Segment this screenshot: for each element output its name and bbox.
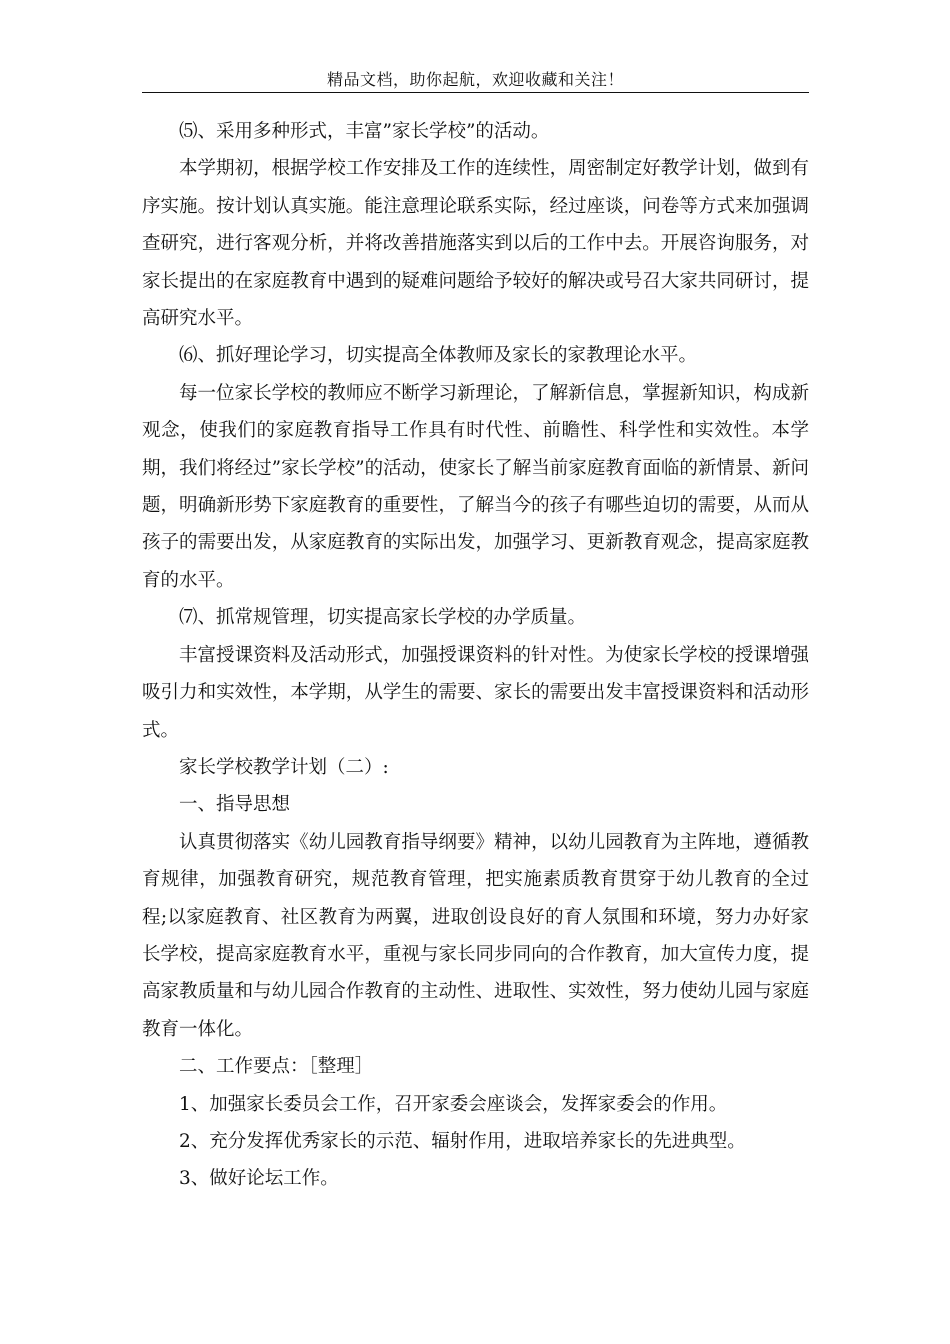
list-item: 1、加强家长委员会工作，召开家委会座谈会，发挥家委会的作用。	[179, 1093, 728, 1115]
paragraph: 丰富授课资料及活动形式，加强授课资料的针对性。为使家长学校的授课增强吸引力和实效性，本学期，从学生的需要、家长的需要出发丰富授课资料和活动形式。	[142, 644, 809, 741]
paragraph: 每一位家长学校的教师应不断学习新理论，了解新信息，掌握新知识，构成新观念，使我们的家庭教育指导工作具有时代性、前瞻性、科学性和实效性。本学期，我们将经过”家长学校”的活动，使家长了解当前家庭教育面临的新情景、新问题，明确新形势下家庭教育的重要性，了解当今的孩子有哪些迫切的需要，从而从孩子的需要出发，从家庭教育的实际出发，加强学习、更新教育观念，提高家庭教育的水平。	[142, 382, 809, 591]
paragraph: ⑸、采用多种形式，丰富”家长学校”的活动。	[179, 121, 550, 142]
paragraph: 认真贯彻落实《幼儿园教育指导纲要》精神，以幼儿园教育为主阵地，遵循教育规律，加强教育研究，规范教育管理，把实施素质教育贯穿于幼儿教育的全过程;以家庭教育、社区教育为两翼，进取创设良好的育人氛围和环境，努力办好家长学校，提高家庭教育水平，重视与家长同步同向的合作教育，加大宣传力度，提高家教质量和与幼儿园合作教育的主动性、进取性、实效性，努力使幼儿园与家庭教育一体化。	[142, 831, 809, 1040]
section-heading: 二、工作要点：［整理］	[179, 1056, 374, 1078]
section-heading: 一、指导思想	[179, 794, 291, 816]
paragraph: 本学期初，根据学校工作安排及工作的连续性，周密制定好教学计划，做到有序实施。按计划认真实施。能注意理论联系实际，经过座谈，问卷等方式来加强调查研究，进行客观分析，并将改善措施落实到以后的工作中去。开展咨询服务，对家长提出的在家庭教育中遇到的疑难问题给予较好的解决或号召大家共同研讨，提高研究水平。	[142, 158, 809, 330]
list-item: 3、做好论坛工作。	[179, 1168, 339, 1190]
paragraph: ⑺、抓常规管理，切实提高家长学校的办学质量。	[179, 607, 587, 629]
list-item: 2、充分发挥优秀家长的示范、辐射作用，进取培养家长的先进典型。	[179, 1130, 746, 1152]
header-divider	[142, 92, 809, 93]
section-title: 家长学校教学计划（二）:	[179, 756, 389, 778]
document-body	[142, 113, 809, 1198]
paragraph: ⑹、抓好理论学习，切实提高全体教师及家长的家教理论水平。	[179, 345, 698, 367]
page-header: 精品文档，助你起航，欢迎收藏和关注！	[326, 70, 624, 89]
